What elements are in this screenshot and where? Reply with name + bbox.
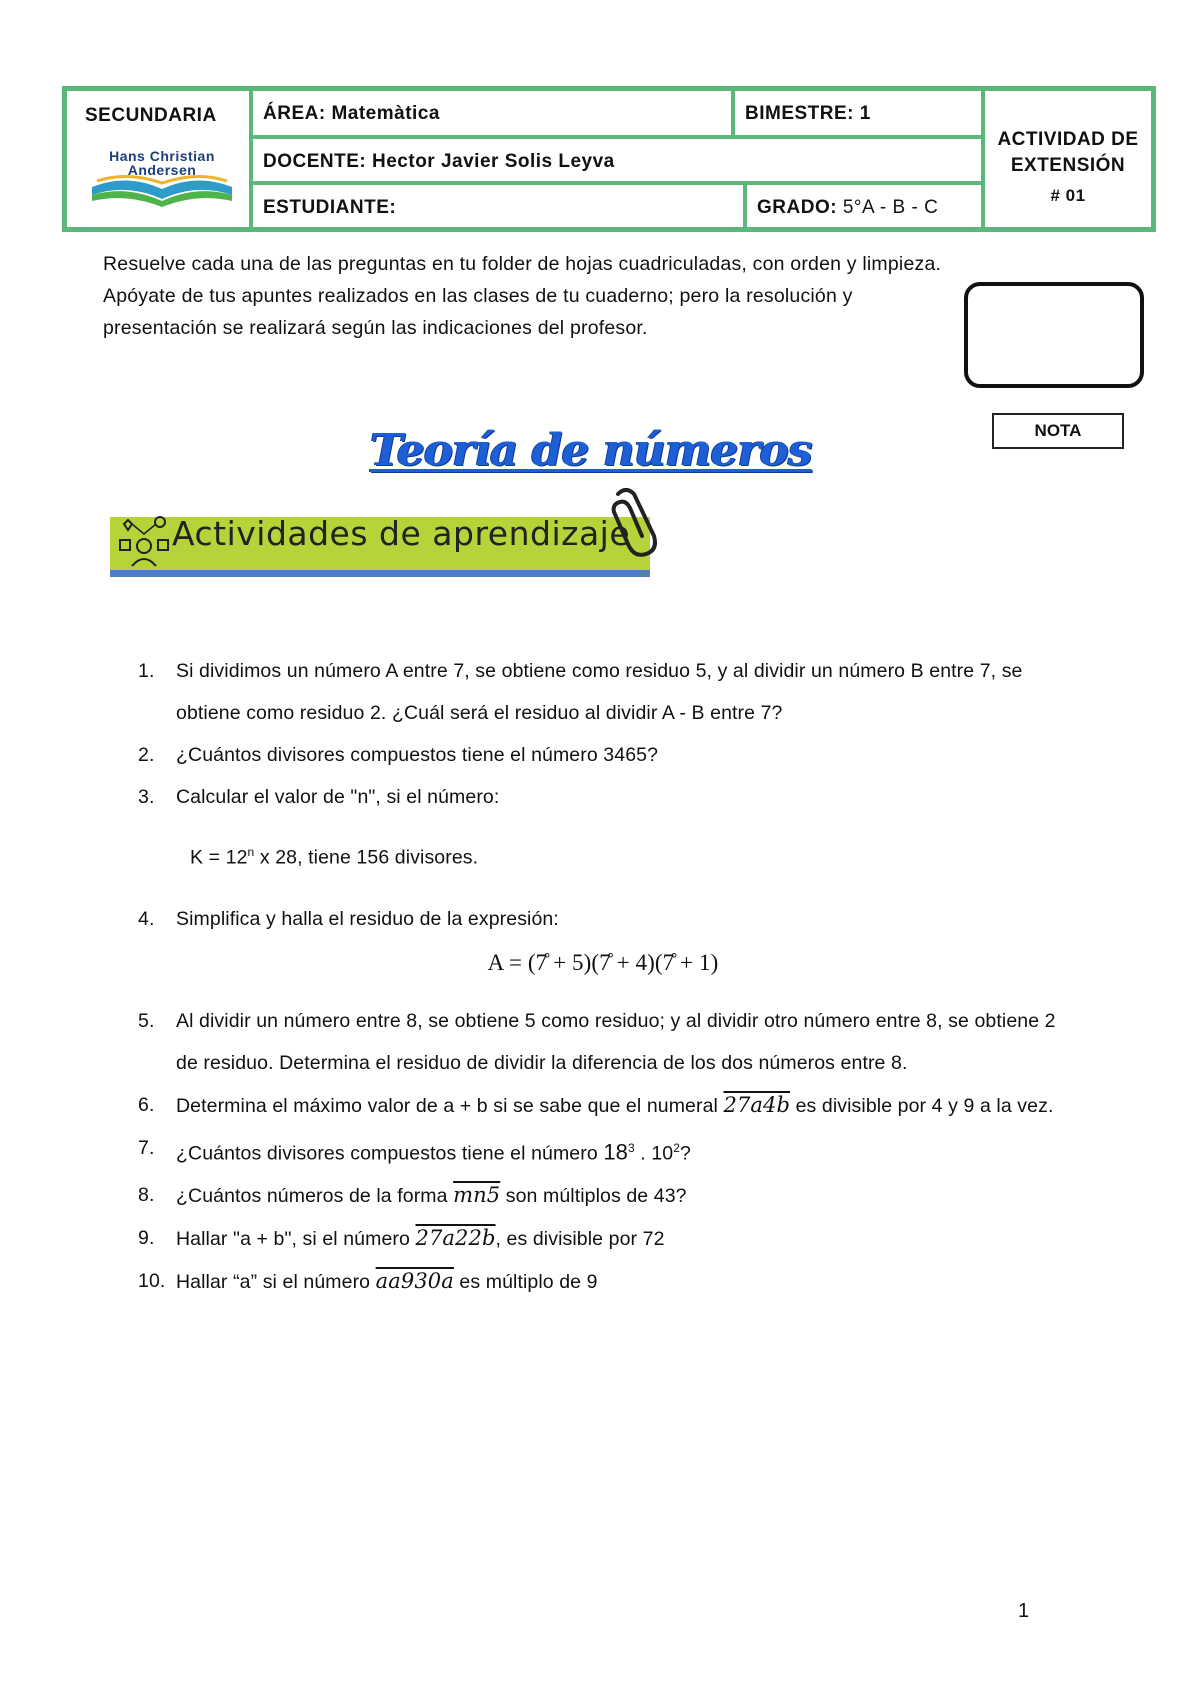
- question-number: 2.: [138, 744, 155, 766]
- instruction-p1: Resuelve cada una de las preguntas en tu folder de hojas cuadriculadas, con orden y limpieza.: [103, 253, 942, 275]
- question-number: 3.: [138, 786, 155, 808]
- question-number: 1.: [138, 660, 155, 682]
- banner-underline: [110, 570, 650, 577]
- question-2: [138, 734, 1068, 776]
- page-number: 1: [1018, 1600, 1030, 1622]
- question-7: [138, 1127, 1068, 1175]
- question-number: 9.: [138, 1227, 155, 1249]
- base-10: . 10: [634, 1142, 674, 1164]
- question-6: [138, 1084, 1068, 1127]
- estudiante-label: ESTUDIANTE:: [263, 197, 397, 218]
- docente-cell: [251, 137, 983, 183]
- k-pre: K = 12: [190, 846, 248, 869]
- numeral: mn5: [453, 1183, 501, 1207]
- banner-label: Actividades de aprendizaje: [172, 514, 631, 553]
- docente-label: DOCENTE:: [263, 151, 367, 172]
- numeral: aa930a: [375, 1269, 454, 1293]
- question-text: Hallar “a” si el número: [176, 1271, 376, 1293]
- book-logo-icon: [87, 143, 237, 213]
- activity-cell: [983, 89, 1153, 229]
- page-title: Teoría de números: [370, 425, 812, 476]
- question-list: [138, 650, 1068, 1303]
- question-10: [138, 1260, 1068, 1303]
- question-text: Si dividimos un número A entre 7, se obtiene como residuo 5, y al dividir un número B entre 7, se obtiene como residuo 2. ¿Cuál será el residuo al dividir A - B entre 7?: [176, 660, 1023, 724]
- question-number: 4.: [138, 907, 155, 930]
- nota-label: NOTA: [992, 413, 1124, 449]
- question-4-formula: [138, 940, 1068, 1000]
- question-text: Determina el máximo valor de a + b si se sabe que el numeral: [176, 1094, 724, 1117]
- question-9: [138, 1217, 1068, 1260]
- numeral: 27a4b: [723, 1092, 791, 1117]
- question-number: 6.: [138, 1093, 155, 1116]
- area-value: Matemàtica: [331, 103, 440, 124]
- activity-line1: ACTIVIDAD DE: [997, 129, 1139, 150]
- question-text: Hallar "a + b", si el número: [176, 1228, 416, 1250]
- question-4: [138, 898, 1068, 940]
- bimestre-cell: [733, 89, 983, 137]
- formula-text: A = (7̊ + 5)(7̊ + 4)(7̊ + 1): [487, 949, 719, 975]
- question-text: ¿Cuántos números de la forma: [176, 1185, 454, 1207]
- k-exponent: n: [247, 845, 255, 859]
- level-label: SECUNDARIA: [85, 105, 217, 126]
- question-text: Calcular el valor de "n", si el número:: [176, 786, 500, 808]
- learning-people-icon: [116, 510, 172, 570]
- numeral: 27a22b: [415, 1226, 496, 1250]
- header-table: [62, 86, 1156, 232]
- bimestre-value: 1: [859, 103, 871, 124]
- question-text-end: es múltiplo de 9: [453, 1271, 598, 1293]
- base-18: 18: [603, 1139, 628, 1164]
- school-logo: [87, 143, 237, 213]
- exponent-3: 3: [627, 1140, 635, 1155]
- question-text-end: es divisible por 4 y 9 a la vez.: [790, 1094, 1054, 1117]
- paperclip-icon: [604, 484, 664, 564]
- estudiante-cell: [251, 183, 745, 229]
- grado-cell: [745, 183, 983, 229]
- area-label: ÁREA:: [263, 103, 326, 124]
- question-number: 10.: [138, 1270, 166, 1292]
- k-post: x 28, tiene 156 divisores.: [254, 846, 479, 869]
- instruction-p2: Apóyate de tus apuntes realizados en las clases de tu cuaderno; pero la resolución y presentación se realizará según las indicaciones del profesor.: [103, 285, 853, 339]
- question-text-end: ?: [680, 1142, 691, 1164]
- question-number: 7.: [138, 1136, 155, 1159]
- question-8: [138, 1174, 1068, 1217]
- question-text: ¿Cuántos divisores compuestos tiene el número: [176, 1142, 604, 1164]
- logo-line2: Andersen: [127, 162, 197, 178]
- question-text-end: son múltiplos de 43?: [500, 1185, 687, 1207]
- instructions: [103, 248, 943, 344]
- logo-line1: Hans Christian: [109, 148, 215, 164]
- question-3-expression: [138, 832, 1068, 878]
- exponent-2: 2: [673, 1140, 680, 1155]
- bimestre-label: BIMESTRE:: [745, 103, 854, 124]
- question-text: ¿Cuántos divisores compuestos tiene el número 3465?: [176, 744, 659, 766]
- activity-line2: EXTENSIÓN: [1010, 155, 1126, 176]
- grado-value: 5°A - B - C: [842, 197, 939, 218]
- level-cell: [65, 89, 251, 229]
- question-5: [138, 1000, 1068, 1084]
- question-number: 8.: [138, 1184, 155, 1206]
- grade-box: [964, 282, 1144, 388]
- question-text-end: , es divisible por 72: [495, 1228, 665, 1250]
- question-text: Al dividir un número entre 8, se obtiene 5 como residuo; y al dividir otro número entre 8, se obtiene 2 de residuo. Determina el residuo de dividir la diferencia de los dos números entre 8.: [176, 1009, 1056, 1074]
- area-cell: [251, 89, 733, 137]
- question-1: [138, 650, 1068, 734]
- question-number: 5.: [138, 1009, 155, 1032]
- docente-value: Hector Javier Solis Leyva: [372, 151, 615, 172]
- activity-number: # 01: [1050, 186, 1086, 205]
- grado-label: GRADO:: [757, 197, 838, 218]
- question-3: [138, 776, 1068, 818]
- question-text: Simplifica y halla el residuo de la expresión:: [176, 907, 559, 930]
